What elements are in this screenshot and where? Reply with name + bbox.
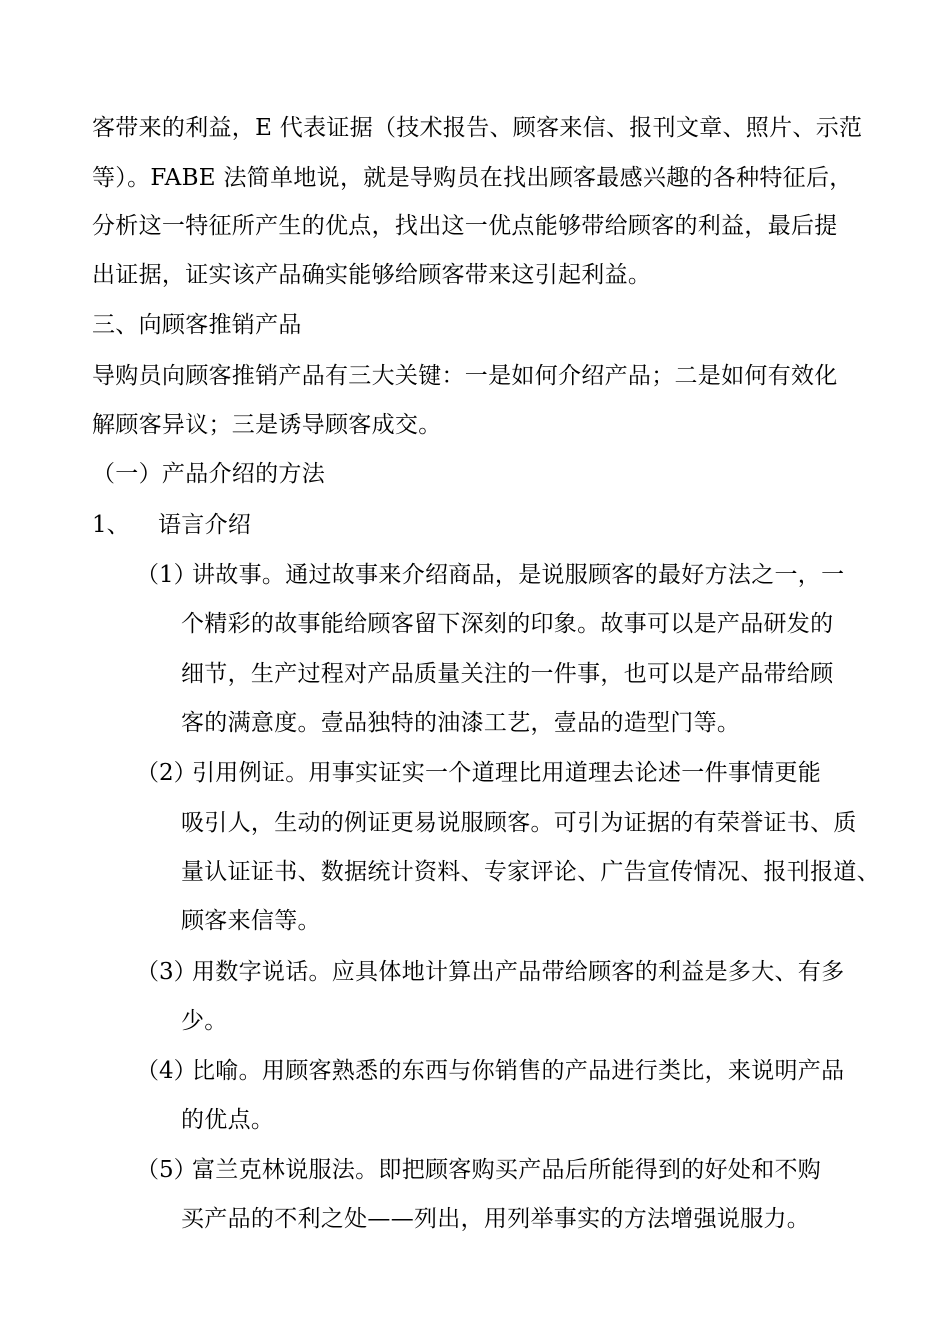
paragraph-line: 等）。FABE 法简单地说，就是导购员在找出顾客最感兴趣的各种特征后， xyxy=(92,165,853,191)
item-marker: （3） xyxy=(136,959,197,985)
item-line: 讲故事。通过故事来介绍商品，是说服顾客的最好方法之一，一 xyxy=(192,562,845,588)
paragraph-line: 解顾客异议；三是诱导顾客成交。 xyxy=(92,412,442,438)
item-line: 吸引人，生动的例证更易说服顾客。可引为证据的有荣誉证书、质 xyxy=(181,810,857,836)
paragraph-line: 客带来的利益，E 代表证据（技术报告、顾客来信、报刊文章、照片、示范 xyxy=(92,115,863,141)
paragraph-line: 导购员向顾客推销产品有三大关键：一是如何介绍产品；二是如何有效化 xyxy=(92,363,838,389)
section-heading: 三、向顾客推销产品 xyxy=(92,312,302,338)
point-label: 语言介绍 xyxy=(158,512,252,538)
item-line: 细节，生产过程对产品质量关注的一件事，也可以是产品带给顾 xyxy=(181,661,834,687)
item-line: 的优点。 xyxy=(181,1107,275,1133)
item-line: 买产品的不利之处——列出，用列举事实的方法增强说服力。 xyxy=(181,1206,811,1232)
item-line: 比喻。用顾客熟悉的东西与你销售的产品进行类比，来说明产品 xyxy=(192,1058,845,1084)
item-marker: （1） xyxy=(136,562,197,588)
item-line: 少。 xyxy=(181,1008,228,1034)
point-number: 1、 xyxy=(92,512,130,538)
item-marker: （2） xyxy=(136,760,197,786)
item-line: 引用例证。用事实证实一个道理比用道理去论述一件事情更能 xyxy=(192,760,822,786)
paragraph-line: 分析这一特征所产生的优点，找出这一优点能够带给顾客的利益，最后提 xyxy=(92,213,838,239)
item-line: 客的满意度。壹品独特的油漆工艺，壹品的造型门等。 xyxy=(181,710,741,736)
item-marker: （5） xyxy=(136,1157,197,1183)
item-line: 用数字说话。应具体地计算出产品带给顾客的利益是多大、有多 xyxy=(192,959,845,985)
paragraph-line: 出证据，证实该产品确实能够给顾客带来这引起利益。 xyxy=(92,262,652,288)
item-line: 富兰克林说服法。即把顾客购买产品后所能得到的好处和不购 xyxy=(192,1157,822,1183)
item-line: 个精彩的故事能给顾客留下深刻的印象。故事可以是产品研发的 xyxy=(181,611,834,637)
item-line: 量认证证书、数据统计资料、专家评论、广告宣传情况、报刊报道、 xyxy=(181,859,880,885)
subsection-heading: （一）产品介绍的方法 xyxy=(92,461,325,487)
item-marker: （4） xyxy=(136,1058,197,1084)
item-line: 顾客来信等。 xyxy=(181,908,321,934)
